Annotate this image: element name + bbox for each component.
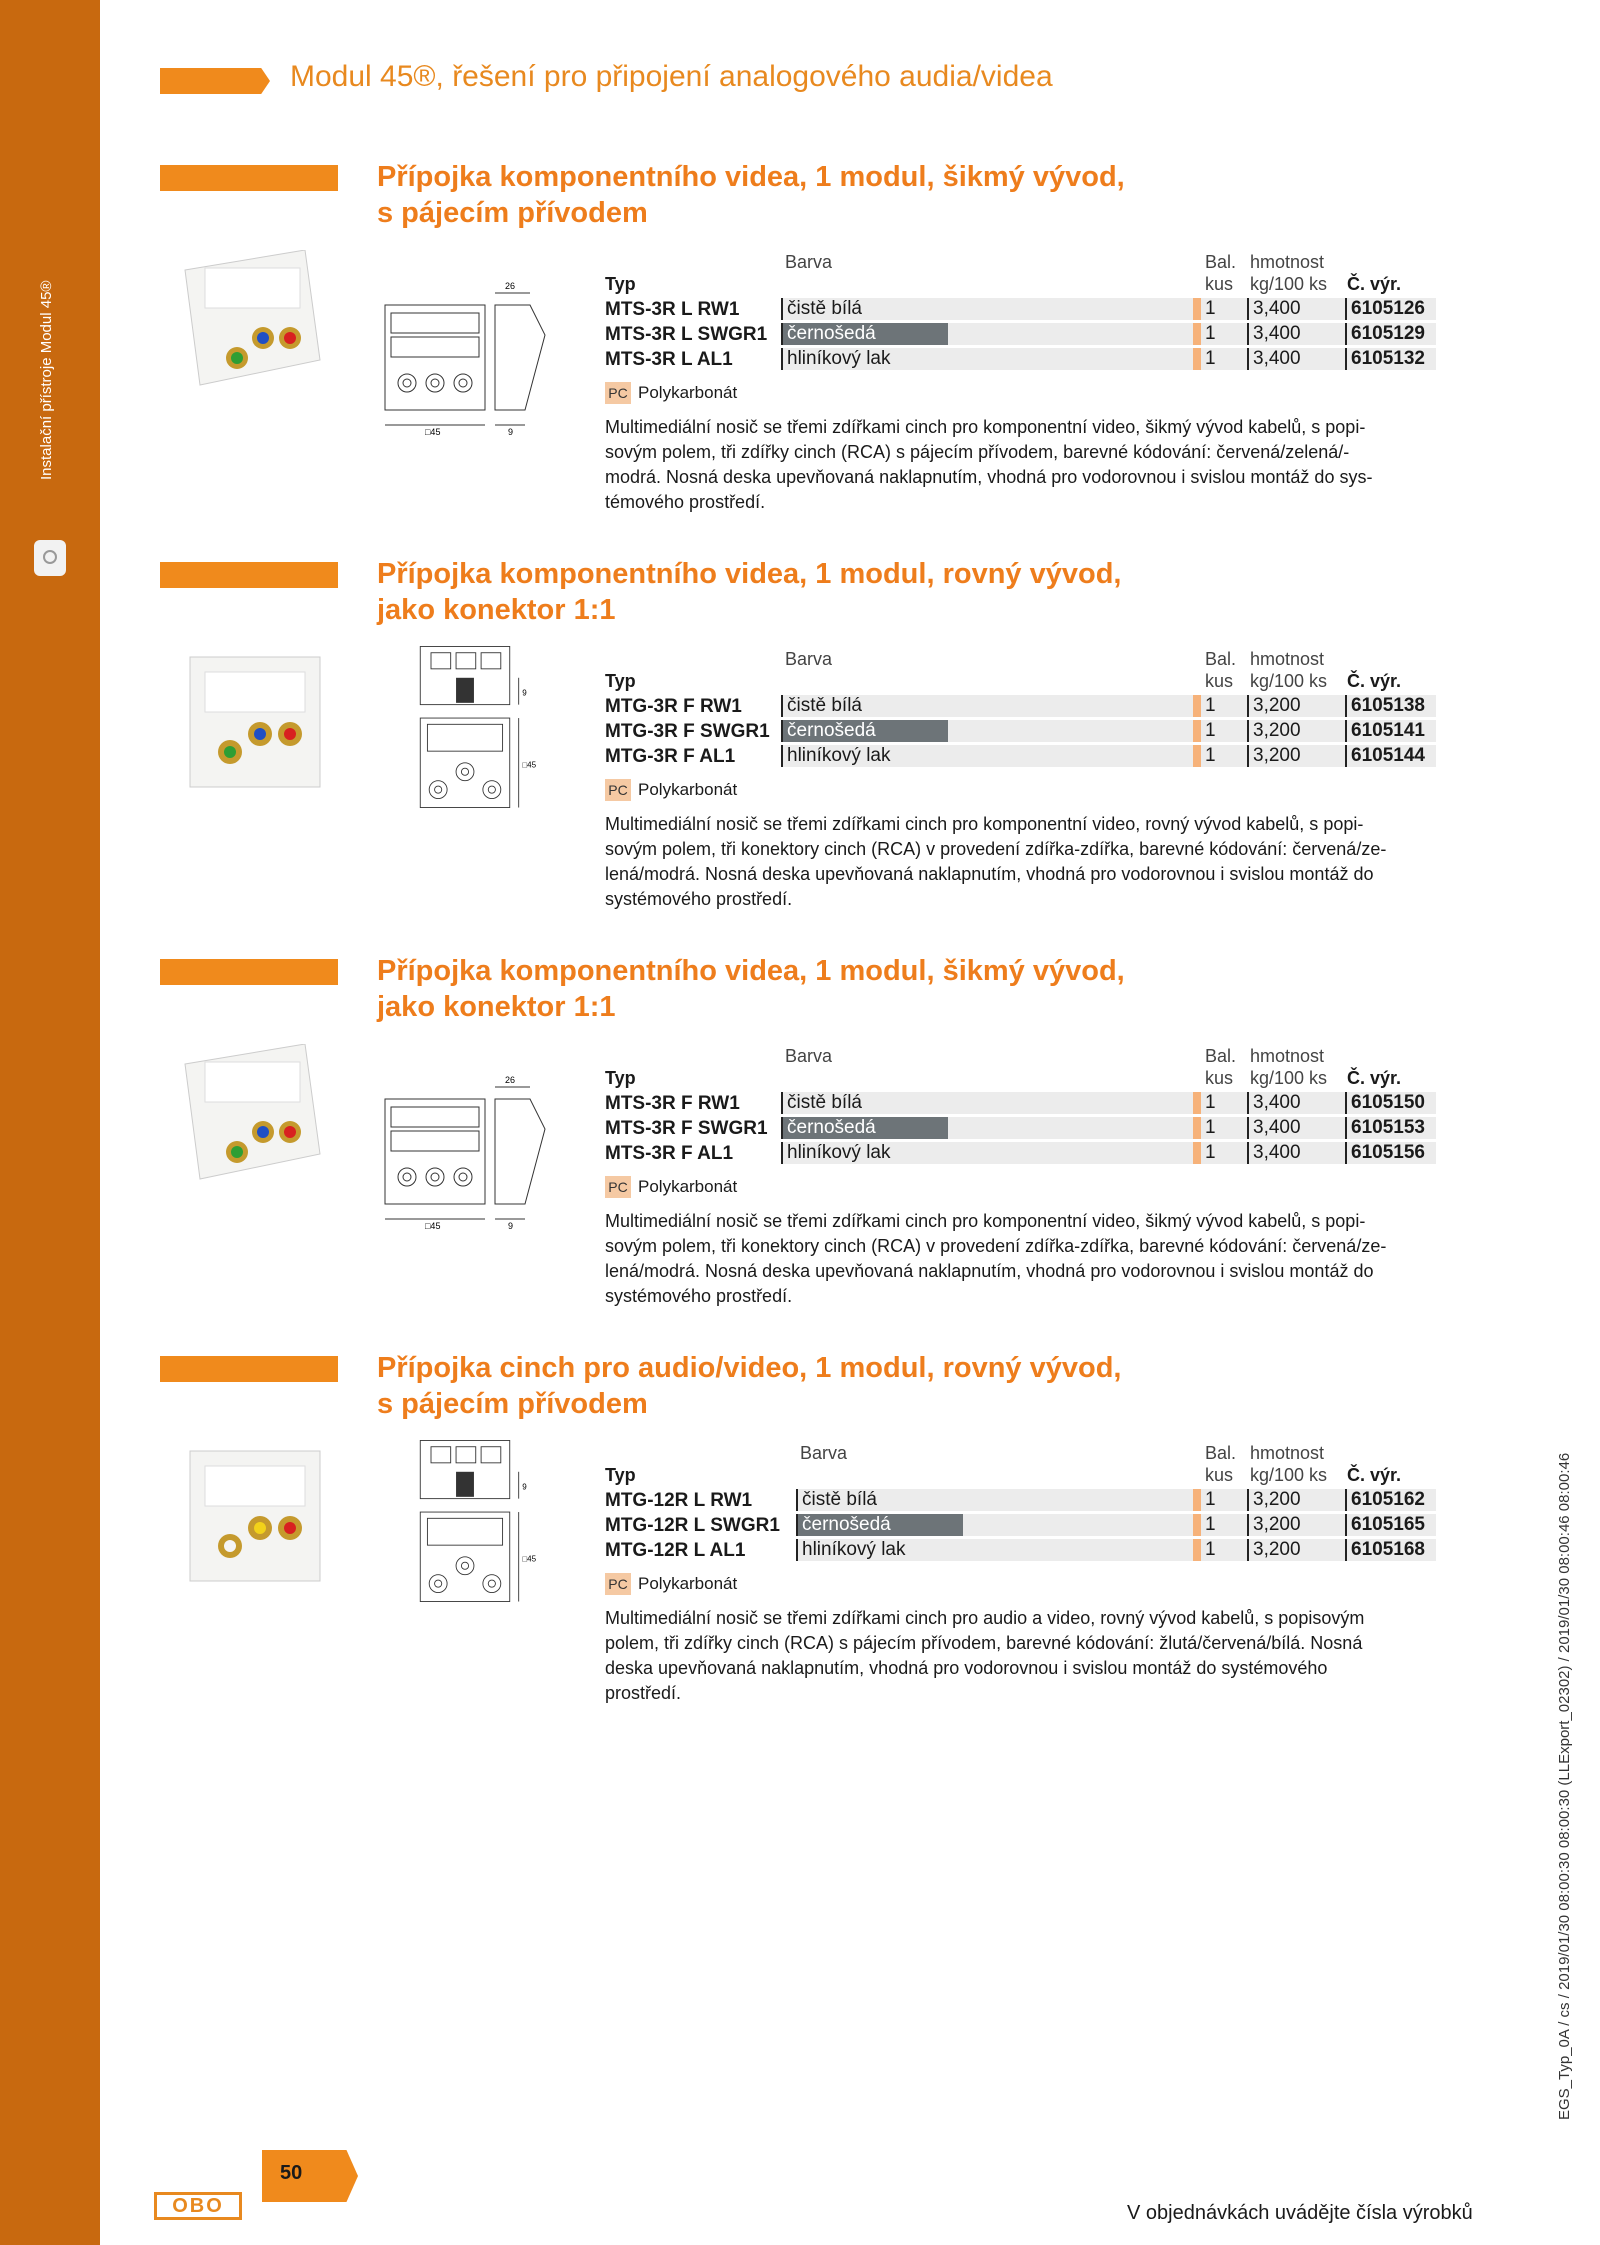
header-bal: Bal. (1205, 649, 1237, 669)
page-number-flag (262, 2150, 358, 2202)
product-description: Multimediální nosič se třemi zdířkami cinch pro audio a video, rovný vývod kabelů, s popisovým polem, tři zdířky cinch (RCA) s pájecím přívodem, barevné kódování: žlutá/červená/bílá. Nosná deska upevňovaná naklapnutím, vhodná pro vodorovnou i svislou montáž do systémového prostředí. (605, 1608, 1365, 1703)
page-number: 50 (280, 2162, 303, 2184)
header-typ: Typ (605, 1465, 636, 1485)
table-row: MTG-12R L SWGR1 černošedá 1 3,200 6105165 (605, 1513, 1437, 1538)
material-name: Polykarbonát (638, 1574, 738, 1593)
product-description: Multimediální nosič se třemi zdířkami cinch pro komponentní video, šikmý vývod kabelů, s popi- sovým polem, tři konektory cinch (RCA) v provedení zdířka-zdířka, barevné kódování: červená/ze- lená/modrá. Nosná deska upevňovaná naklapnutím, vhodná pro vodorovnou i svislou montáž do systémového prostředí. (605, 1211, 1387, 1306)
sidebar (0, 0, 100, 2245)
socket-icon (34, 540, 66, 576)
product-photo (175, 1044, 345, 1194)
dim-label: 9 (522, 688, 527, 698)
product-photo (175, 652, 345, 802)
table-row: MTS-3R L SWGR1 černošedá 1 3,400 6105129 (605, 322, 1437, 347)
technical-drawing (375, 275, 555, 445)
table-row: MTG-12R L RW1 čistě bílá 1 3,200 6105162 (605, 1488, 1437, 1513)
material-name: Polykarbonát (638, 383, 738, 402)
header-cislo-vyrobku: Č. výr. (1347, 1465, 1402, 1485)
header-kus: kus (1205, 671, 1234, 691)
dim-label: 9 (508, 427, 514, 437)
dim-label: □45 (522, 760, 537, 770)
page-title: Modul 45®, řešení pro připojení analogového audia/videa (290, 60, 1053, 93)
header-bal: Bal. (1205, 1443, 1237, 1463)
footer-note: V objednávkách uvádějte čísla výrobků (1127, 2202, 1473, 2224)
header-kg: kg/100 ks (1250, 671, 1328, 691)
header-kg: kg/100 ks (1250, 1068, 1328, 1088)
header-hmotnost: hmotnost (1250, 649, 1325, 669)
section-bar (160, 165, 338, 191)
dim-label: □45 (522, 1554, 537, 1564)
section-title: Přípojka komponentního videa, 1 modul, šikmý vývod, jako konektor 1:1 (377, 955, 1125, 1023)
dim-label: 9 (522, 1482, 527, 1492)
header-barva: Barva (785, 649, 833, 669)
table-row: MTS-3R F AL1 hliníkový lak 1 3,400 6105156 (605, 1141, 1437, 1166)
section-title: Přípojka komponentního videa, 1 modul, rovný vývod, jako konektor 1:1 (377, 558, 1122, 626)
dim-label: 9 (508, 1221, 514, 1231)
header-kg: kg/100 ks (1250, 1465, 1328, 1485)
header-hmotnost: hmotnost (1250, 1443, 1325, 1463)
table-row: MTG-3R F AL1 hliníkový lak 1 3,200 6105144 (605, 744, 1437, 769)
material-name: Polykarbonát (638, 1177, 738, 1196)
technical-drawing (375, 1069, 555, 1239)
table-row: MTG-3R F RW1 čistě bílá 1 3,200 6105138 (605, 694, 1437, 719)
header-kus: kus (1205, 274, 1234, 294)
table-row: MTG-12R L AL1 hliníkový lak 1 3,200 6105168 (605, 1538, 1437, 1563)
header-kg: kg/100 ks (1250, 274, 1328, 294)
material-code: PC (605, 779, 631, 801)
product-description: Multimediální nosič se třemi zdířkami cinch pro komponentní video, rovný vývod kabelů, s popi- sovým polem, tři konektory cinch (RCA) v provedení zdířka-zdířka, barevné kódování: červená/ze- lená/modrá. Nosná deska upevňovaná naklapnutím, vhodná pro vodorovnou i svislou montáž do systémového prostředí. (605, 814, 1387, 909)
header-bal: Bal. (1205, 1046, 1237, 1066)
material-row (605, 1573, 1005, 1597)
material-code: PC (605, 382, 631, 404)
dim-label: 26 (505, 281, 516, 291)
sidebar-label: Instalační přístroje Modul 45® (38, 280, 55, 480)
material-code: PC (605, 1176, 631, 1198)
header-barva: Barva (800, 1443, 848, 1463)
header-hmotnost: hmotnost (1250, 1046, 1325, 1066)
section-bar (160, 562, 338, 588)
header-typ: Typ (605, 274, 636, 294)
table-row: MTS-3R L AL1 hliníkový lak 1 3,400 6105132 (605, 347, 1437, 372)
product-description: Multimediální nosič se třemi zdířkami cinch pro komponentní video, šikmý vývod kabelů, s popi- sovým polem, tři zdířky cinch (RCA) s pájecím přívodem, barevné kódování: červená/zelená/- modrá. Nosná deska upevňovaná naklapnutím, vhodná pro vodorovnou i svislou montáž do sys- témového prostředí. (605, 417, 1373, 512)
header-flag (160, 68, 270, 94)
table-row: MTS-3R F SWGR1 černošedá 1 3,400 6105153 (605, 1116, 1437, 1141)
header-kus: kus (1205, 1465, 1234, 1485)
technical-drawing (375, 1436, 555, 1606)
technical-drawing (375, 642, 555, 812)
header-bal: Bal. (1205, 252, 1237, 272)
header-cislo-vyrobku: Č. výr. (1347, 671, 1402, 691)
product-photo (175, 250, 345, 400)
print-metadata: EGS_Typ_0A / cs / 2019/01/30 08:00:30 08:00:30 (LLExport_02302) / 2019/01/30 08:00:46 08:00:46 (1556, 1452, 1573, 2120)
dim-label: □45 (425, 427, 441, 437)
table-row: MTG-3R F SWGR1 černošedá 1 3,200 6105141 (605, 719, 1437, 744)
product-photo (175, 1446, 345, 1596)
section-bar (160, 1356, 338, 1382)
obo-logo: OBO (154, 2192, 242, 2220)
header-cislo-vyrobku: Č. výr. (1347, 274, 1402, 294)
header-barva: Barva (785, 252, 833, 272)
dim-label: 26 (505, 1075, 516, 1085)
section-title: Přípojka cinch pro audio/video, 1 modul, rovný vývod, s pájecím přívodem (377, 1352, 1122, 1420)
table-row: MTS-3R L RW1 čistě bílá 1 3,400 6105126 (605, 297, 1437, 322)
material-row (605, 779, 1005, 803)
dim-label: □45 (425, 1221, 441, 1231)
section-title: Přípojka komponentního videa, 1 modul, šikmý vývod, s pájecím přívodem (377, 161, 1125, 229)
header-cislo-vyrobku: Č. výr. (1347, 1068, 1402, 1088)
header-typ: Typ (605, 1068, 636, 1088)
table-row: MTS-3R F RW1 čistě bílá 1 3,400 6105150 (605, 1091, 1437, 1116)
header-barva: Barva (785, 1046, 833, 1066)
header-kus: kus (1205, 1068, 1234, 1088)
section-bar (160, 959, 338, 985)
header-typ: Typ (605, 671, 636, 691)
material-row (605, 382, 1005, 406)
material-name: Polykarbonát (638, 780, 738, 799)
header-hmotnost: hmotnost (1250, 252, 1325, 272)
material-code: PC (605, 1573, 631, 1595)
material-row (605, 1176, 1005, 1200)
